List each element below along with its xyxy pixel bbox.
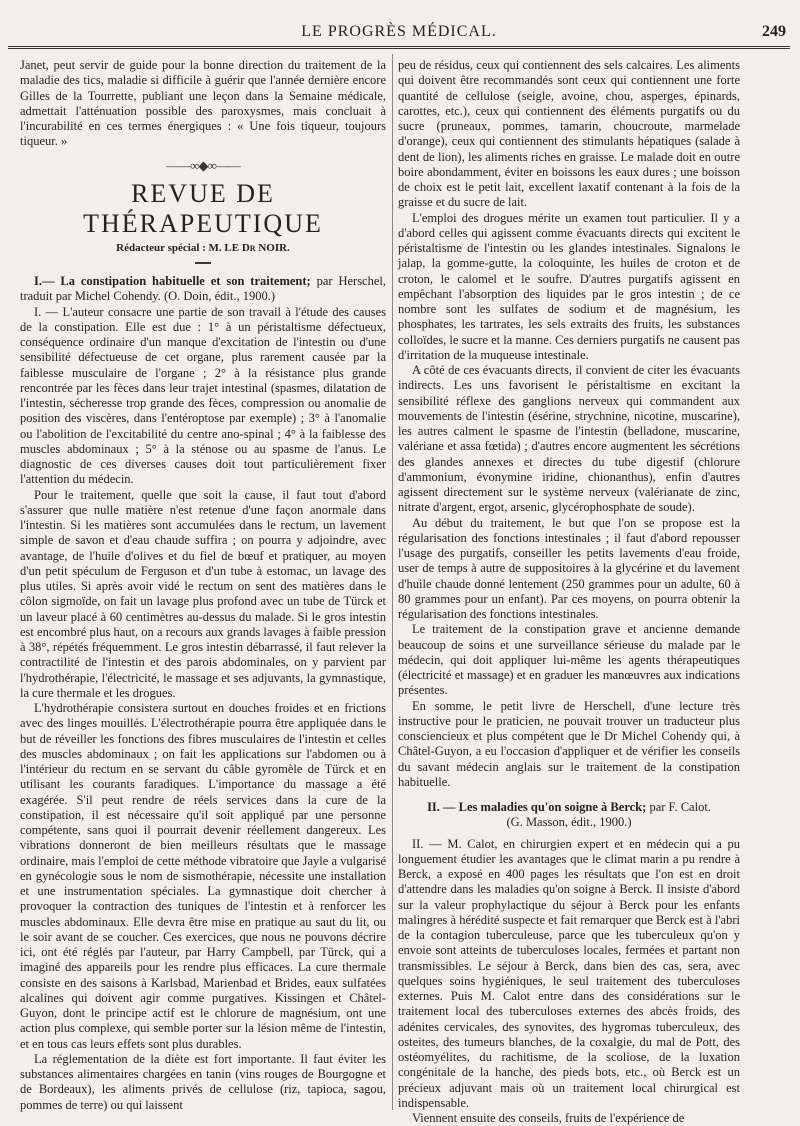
article-heading-1 [20, 274, 386, 305]
right-column [398, 58, 740, 1126]
paragraph: Pour le traitement, quelle que soit la cause, il faut tout d'abord s'assurer que nulle matière n'est retenue d'une façon anormale dans l'intestin. Si les matières sont accumulées dans le rectum, un lavement simple de savon et d'eau chaude suffira ; on pourra y adjoindre, avec avantage, de l'huile d'olives et du fiel de bœuf et pratiquer, au moyen d'un petit spéculum de Ferguson et d'un tube à estomac, un lavage des plus utiles. Si après avoir vidé le rectum on sent des matières dans le côlon sigmoïde, on fait un lavage plus profond avec un tube de Türck et un laveur placé à 60 centimètres au-dessus du malade. Si le gros intestin est encombré plus haut, on a recours aux grands lavages à faible pression à 38°, répétés fréquemment. Le gros intestin débarrassé, il faut relever la contractilité de l'intestin et des parois abdominales, on y parvient par l'hydrothérapie, l'électricité, le massage et ses adjuvants, la gymnastique, la cure thermale et les drogues. [20, 487, 386, 700]
column-divider [392, 54, 393, 1110]
ornament-divider: ——∞◆∞—— [166, 157, 240, 173]
section-title: REVUE DE THÉRAPEUTIQUE [83, 178, 323, 238]
left-column [20, 58, 386, 1113]
paragraph: Le traitement de la constipation grave et ancienne demande beaucoup de soins et une surveillance sérieuse du malade par le médecin, qui doit appliquer lui-même les agents thérapeutiques (électricité et massage) et en graduer les manœuvres aux indications présentes. [398, 622, 740, 698]
article-heading-1-byline: par Herschel, traduit par Michel Cohendy. (O. Doin, édit., 1900.) [20, 274, 386, 304]
article-heading-1-title: I.— La constipation habituelle et son traitement; [34, 274, 311, 288]
short-rule [195, 262, 211, 264]
page-number: 249 [762, 23, 786, 40]
editor-name: M. LE Dr NOIR. [208, 241, 290, 254]
editor-line [20, 241, 386, 256]
editor-label: Rédacteur spécial : [116, 241, 206, 254]
paragraph: I. — L'auteur consacre une partie de son travail à l'étude des causes de la constipation. Elle est due : 1° à un péristaltisme défectueux, conséquence ordinaire d'un manque d'excitation de l'intestin ou d'une sensibilité défectueuse de cet organe, plus rarement causée par la faiblesse musculaire de l'organe ; 2° à la résistance plus grande rencontrée par les fèces dans leur trajet intestinal (spasmes, dilatation de l'intestin, sécheresse trop grande des fèces, compression ou anomalie de position des viscères, dans l'entéroptose par exemple) ; 3° à l'anomalie ou l'abolition de l'excitabilité du centre ano-spinal ; 4° à la faiblesse des muscles abdominaux ; 5° à la sténose ou au spasme de l'anus. Le diagnostic de ces diverses causes doit tout particulièrement fixer l'attention du médecin. [20, 304, 386, 487]
running-header [8, 22, 790, 49]
article-heading-2-publisher: (G. Masson, édit., 1900.) [506, 815, 632, 830]
paragraph: Viennent ensuite des conseils, fruits de l'expérience de [412, 1111, 685, 1125]
paragraph: En somme, le petit livre de Herschell, d'une lecture très instructive pour le praticien, ne pouvait trouver un traducteur plus consciencieux et plus compétent que le Dr Michel Cohendy qui, à Châtel-Guyon, a eu l'occasion d'appliquer et de vérifier les conseils du savant médecin anglais sur le traitement de la constipation habituelle. [398, 698, 740, 789]
paragraph: La réglementation de la diète est fort importante. Il faut éviter les substances alimentaires chargées en tanin (vins rouges de Bourgogne et de Bordeaux), les aliments privés de cellulose (riz, tapioca, sagou, pommes de terre) ou qui laissent [20, 1051, 386, 1112]
paragraph: peu de résidus, ceux qui contiennent des sels calcaires. Les aliments qui doivent être recommandés sont ceux qui contiennent une forte quantité de cellulose (seigle, avoine, chou, asperges, épinards, carottes, etc.), ceux qui contiennent des éléments purgatifs ou du sucre (pruneaux, pommes, tamarin, choucroute, marmelade d'orange), ceux qui contiennent des stimulants hépatiques (salade à dent de lion), les aliments riches en graisse. Le malade doit en outre boire abondamment, éviter en boissons les eaux dures ; une boisson de choix est le petit lait, excellent laxatif contenant à la fois de la graisse et du sucre de lait. [398, 58, 740, 210]
paragraph: II. — M. Calot, en chirurgien expert et en médecin qui a pu longuement étudier les avantages que le climat marin a pu rendre à Berck, a exposé en 400 pages les résultats que l'on est en droit d'attendre dans les maladies qu'on soigne à Berck. Il insiste d'abord sur la valeur prophylactique du séjour à Berck pour les enfants malingres à hérédité suspecte et fait remarquer que Berck est à l'abri de la contagion tuberculeuse, parce que les tuberculeux qu'on y envoie sont atteints de tuberculoses locales, fermées et partant non transmissibles. Le séjour à Berck, dans bien des cas, sera, avec quelques soins hygiéniques, le seul traitement des tuberculoses externes. Puis M. Calot entre dans des considérations sur le traitement local des tuberculoses externes des abcès froids, des adénites cervicales, des synovites, des hygromas tuberculeux, des osteites, des tumeurs blanches, de la coxalgie, du mal de Pott, des ostéomyélites, du rachitisme, de la scoliose, de la luxation congénitale de la hanche, des pieds bots, etc., où Berck est un précieux adjuvant mais où un traitement local chirurgical est indispensable. [398, 836, 740, 1110]
paragraph: Au début du traitement, le but que l'on se propose est la régularisation des fonctions intestinales ; il faut d'abord repousser l'usage des purgatifs, conseiller les petits lavements d'eau froide, user de temps à autre de suppositoires à la glycérine et du lavement d'huile chaude donné lentement (250 grammes pour un adulte, 60 à 80 grammes pour un enfant). Par ces moyens, on pourra obtenir la régularisation des fonctions intestinales. [398, 515, 740, 621]
intro-paragraph: Janet, peut servir de guide pour la bonne direction du traitement de la maladie des tics, maladie si difficile à guérir que l'année dernière encore Gilles de la Tourrette, publiant une leçon dans la Semaine médicale, admettait l'atténuation possible des paroxysmes, mais concluait à l'incurabilité en ces termes énergiques : « Une fois tiqueur, toujours tiqueur. » [20, 58, 386, 149]
article-heading-2-byline: par F. Calot. [649, 800, 711, 814]
journal-title: LE PROGRÈS MÉDICAL. [301, 23, 497, 40]
paragraph: L'emploi des drogues mérite un examen tout particulier. Il y a d'abord celles qui agissent comme évacuants directs qui excitent le péristaltisme de l'intestin ou les glandes intestinales. Signalons le jalap, la gomme-gutte, la coloquinte, les huiles de croton et de croton, le calomel et le soufre. D'autres purgatifs agissent en empêchant l'absorption des liquides par le gros intestin ; de ce nombre sont les sulfates de sodium et de magnésium, les phosphates, les tartrates, les sels extraits des fruits, les substances colloïdes, le sucre et la manne. Ces derniers purgatifs ne causent pas d'irritation de la muqueuse intestinale. [398, 210, 740, 362]
article-heading-2-title: II. — Les maladies qu'on soigne à Berck; [427, 800, 647, 814]
paragraph: A côté de ces évacuants directs, il convient de citer les évacuants indirects. Les uns favorisent le péristaltisme en excitant la sensibilité réflexe des ganglions nerveux qui commandent aux mouvements de l'intestin (ésérine, strychnine, nicotine, muscarine), les autres calment le spasme de l'intestin (belladone, muscarine, valériane et assa fœtida) ; d'autres encore augmentent les sécrétions des glandes annexes et directes du tube digestif (chlorure d'ammonium, évonymine iridine, chionanthus), enfin d'autres agissent directement sur le système nerveux (valérianate de zinc, nitrate d'argent, ergot, arsenic, glycérophosphate de soude). [398, 363, 740, 515]
paragraph: L'hydrothérapie consistera surtout en douches froides et en frictions avec des linges mouillés. L'électrothérapie pourra être appliquée dans le but de réveiller les fonctions des fibres musculaires de l'intestin et celles des muscles abdominaux ; on fait les applications sur l'abdomen ou à l'intérieur du rectum en se servant du câble gyromèle de Türck et en utilisant les courants faradiques. L'importance du massage a été exagérée. S'il peut rendre de réels services dans la cure de la constipation, il est nécessaire qu'il soit appliqué par une personne compétente, sans quoi il pourrait devenir réellement dangereux. Les vibrations donneront de bien meilleurs résultats que le massage ordinaire, mais l'emploi de cette méthode vibratoire que Jayle a vulgarisé en gynécologie sous le nom de sismothérapie, nécessite une installation et une instrumentation spéciales. La gymnastique doit chercher à provoquer la contraction des tuniques de l'intestin et à renforcer les muscles abdominaux. Elle devra être mise en pratique au saut du lit, ou le soir avant de se coucher. Ces exercices, que nous ne pouvons décrire ici, ont été réglés par l'auteur, par Harry Campbell, par Türck, qui a imaginé des appareils pour les rendre plus efficaces. La cure thermale consiste en des saisons à Karlsbad, Marienbad et Brides, eaux sulfatées alcalines qui doivent agir comme purgatives. Kissingen et Châtel-Guyon, dont le principe actif est le chlorure de magnésium, ont une action plus complexe, qui semble porter sur la lésion même de l'intestin, et en tous cas leurs effets sont plus durables. [20, 701, 386, 1051]
article-heading-2 [398, 800, 740, 831]
